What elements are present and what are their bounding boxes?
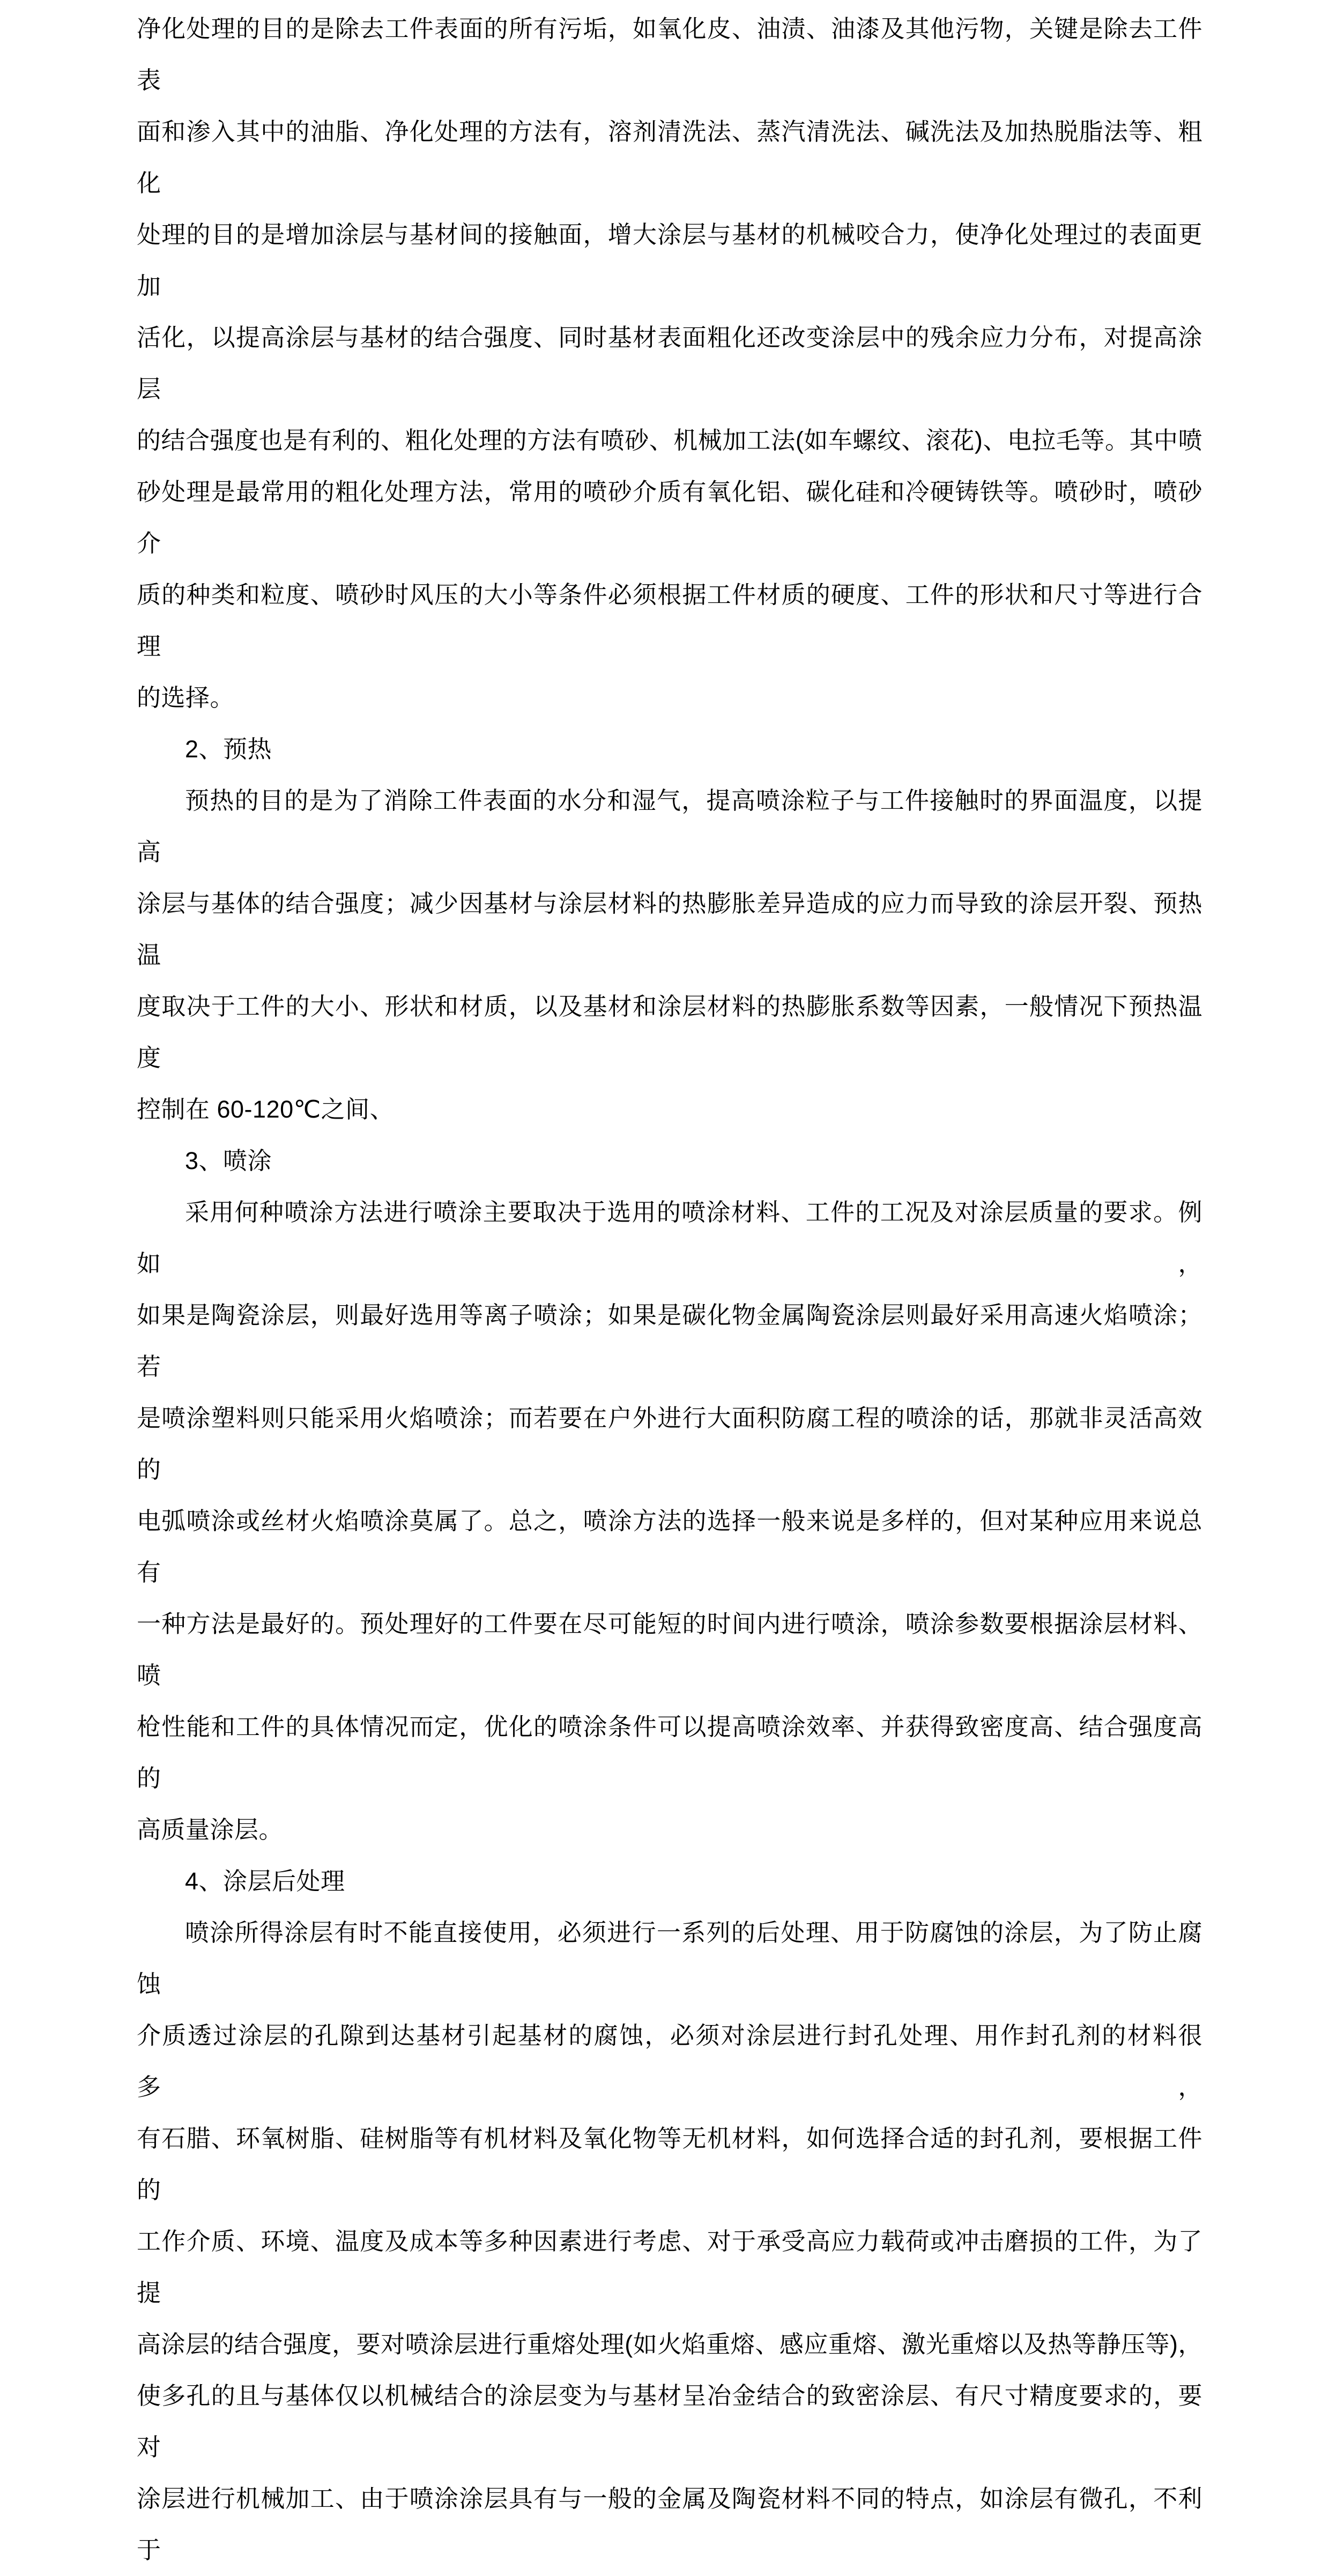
- text-line: 度取决于工件的大小、形状和材质，以及基材和涂层材料的热膨胀系数等因素，一般情况下预热温度: [137, 993, 1202, 1071]
- text-line: 高质量涂层。: [137, 1816, 284, 1843]
- text-line: 采用何种喷涂方法进行喷涂主要取决于选用的喷涂材料、工件的工况及对涂层质量的要求。例如，: [137, 1198, 1202, 1277]
- text-line: 高涂层的结合强度，要对喷涂层进行重熔处理(如火焰重熔、感应重熔、激光重熔以及热等静压等)，: [137, 2331, 1202, 2358]
- text-line: 的选择。: [137, 684, 235, 711]
- text-line: 控制在 60-120℃之间、: [137, 1096, 395, 1123]
- text-line: 如果是陶瓷涂层，则最好选用等离子喷涂；如果是碳化物金属陶瓷涂层则最好采用高速火焰喷涂；若: [137, 1301, 1202, 1380]
- text-line: 砂处理是最常用的粗化处理方法，常用的喷砂介质有氧化铝、碳化硅和冷硬铸铁等。喷砂时，喷砂介: [137, 478, 1202, 557]
- text-line: 枪性能和工件的具体情况而定，优化的喷涂条件可以提高喷涂效率、并获得致密度高、结合强度高的: [137, 1713, 1202, 1792]
- text-line: 净化处理的目的是除去工件表面的所有污垢，如氧化皮、油渍、油漆及其他污物，关键是除去工件表: [137, 15, 1202, 94]
- text-line: 涂层与基体的结合强度；减少因基材与涂层材料的热膨胀差异造成的应力而导致的涂层开裂、预热温: [137, 890, 1202, 969]
- text-line: 使多孔的且与基体仅以机械结合的涂层变为与基材呈冶金结合的致密涂层、有尺寸精度要求的，要对: [137, 2382, 1202, 2461]
- section-heading: 3、喷涂: [185, 1147, 272, 1174]
- text-line: 介质透过涂层的孔隙到达基材引起基材的腐蚀，必须对涂层进行封孔处理、用作封孔剂的材料很多，: [137, 2022, 1202, 2101]
- text-line: 涂层进行机械加工、由于喷涂涂层具有与一般的金属及陶瓷材料不同的特点，如涂层有微孔，不利于: [137, 2485, 1202, 2564]
- text-line: 工作介质、环境、温度及成本等多种因素进行考虑、对于承受高应力载荷或冲击磨损的工件，为了提: [137, 2228, 1202, 2306]
- text-line: 喷涂所得涂层有时不能直接使用，必须进行一系列的后处理、用于防腐蚀的涂层，为了防止腐蚀: [137, 1919, 1202, 1998]
- text-line: 质的种类和粒度、喷砂时风压的大小等条件必须根据工件材质的硬度、工件的形状和尺寸等进行合理: [137, 581, 1202, 660]
- text-line: 有石腊、环氧树脂、硅树脂等有机材料及氧化物等无机材料，如何选择合适的封孔剂，要根据工件的: [137, 2125, 1202, 2203]
- text-line: 一种方法是最好的。预处理好的工件要在尽可能短的时间内进行喷涂，喷涂参数要根据涂层材料、喷: [137, 1610, 1202, 1689]
- document-body: [137, 3, 1202, 2576]
- text-line: 面和渗入其中的油脂、净化处理的方法有，溶剂清洗法、蒸汽清洗法、碱洗法及加热脱脂法等、粗化: [137, 118, 1202, 197]
- section-heading: 2、预热: [185, 735, 272, 763]
- text-line: 电弧喷涂或丝材火焰喷涂莫属了。总之，喷涂方法的选择一般来说是多样的，但对某种应用来说总有: [137, 1507, 1202, 1586]
- text-line: 的结合强度也是有利的、粗化处理的方法有喷砂、机械加工法(如车螺纹、滚花)、电拉毛等。其中喷: [137, 427, 1202, 454]
- text-line: 活化，以提高涂层与基材的结合强度、同时基材表面粗化还改变涂层中的残余应力分布，对提高涂层: [137, 324, 1202, 403]
- text-line: 处理的目的是增加涂层与基材间的接触面，增大涂层与基材的机械咬合力，使净化处理过的表面更加: [137, 221, 1202, 300]
- text-line: 是喷涂塑料则只能采用火焰喷涂；而若要在户外进行大面积防腐工程的喷涂的话，那就非灵活高效的: [137, 1404, 1202, 1483]
- section-heading: 4、涂层后处理: [185, 1867, 345, 1895]
- text-line: 预热的目的是为了消除工件表面的水分和湿气，提高喷涂粒子与工件接触时的界面温度，以提高: [137, 787, 1202, 866]
